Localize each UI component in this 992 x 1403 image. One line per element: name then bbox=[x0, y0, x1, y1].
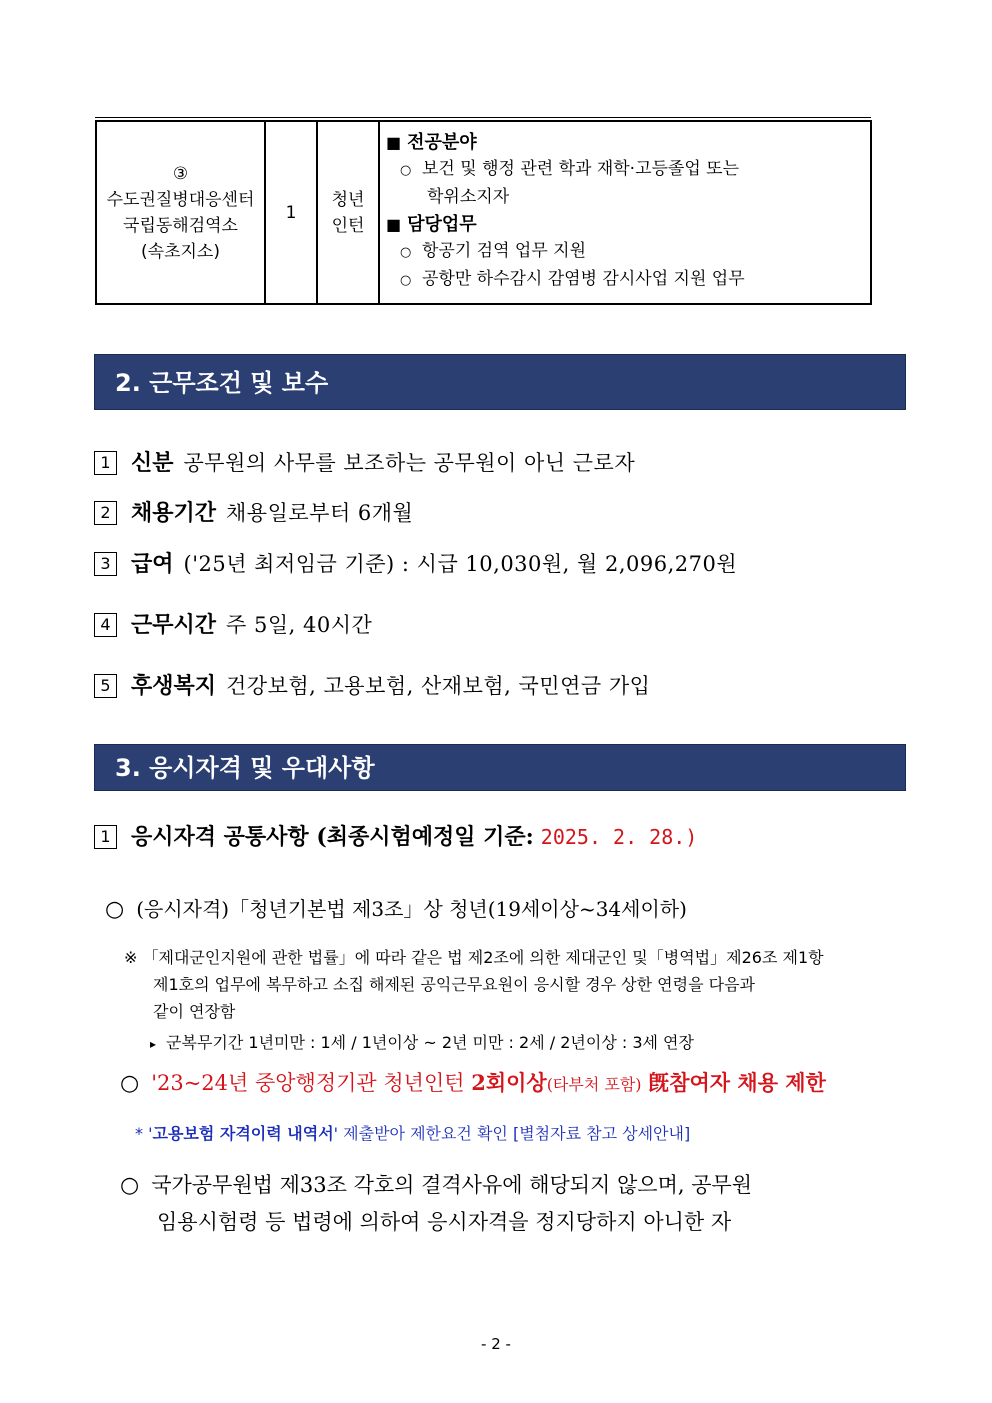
note-mark: ※ bbox=[124, 948, 138, 967]
detail-cell bbox=[379, 121, 871, 304]
circle-bullet-icon: ○ bbox=[400, 273, 412, 288]
insurance-note: * '고용보험 자격이력 내역서' 제출받아 제한요건 확인 [별첨자료 참고 상세안내] bbox=[135, 1124, 691, 1143]
major-header: ■ 전공분야 bbox=[386, 130, 864, 156]
number-box: 1 bbox=[94, 825, 117, 849]
square-icon: ■ bbox=[386, 215, 402, 234]
page-number: - 2 - bbox=[481, 1335, 511, 1353]
section-2-header: 2. 근무조건 및 보수 bbox=[94, 354, 906, 410]
age-note: ※ 「제대군인지원에 관한 법률」에 따라 같은 법 제2조에 의한 제대군인 및「병역법」제26조 제1항 제1호의 업무에 복무하고 소집 해제된 공익근무요원이 응시할 경우 상한 연령을 다음과 같이 연장함 bbox=[124, 948, 824, 1021]
circle-bullet-icon: ○ bbox=[120, 1173, 140, 1198]
disqualification-line: ○ 국가공무원법 제33조 각호의 결격사유에 해당되지 않으며, 공무원 임용시험령 등 법령에 의하여 응시자격을 정지당하지 아니한 자 bbox=[120, 1167, 910, 1240]
number-box: 5 bbox=[94, 674, 117, 698]
type-cell bbox=[317, 121, 379, 304]
military-extension: ▸ 군복무기간 1년미만 : 1세 / 1년이상 ~ 2년 미만 : 2세 / 2년이상 : 3세 연장 bbox=[150, 1033, 694, 1052]
qualification-line: ○ (응시자격)「청년기본법 제3조」상 청년(19세이상~34세이하) bbox=[105, 897, 687, 922]
count-cell: 1 bbox=[265, 121, 317, 304]
org-line: (속초지소) bbox=[141, 241, 220, 262]
org-line: 수도권질병대응센터 bbox=[106, 189, 255, 210]
section-3-header: 3. 응시자격 및 우대사항 bbox=[94, 744, 906, 791]
square-icon: ■ bbox=[386, 133, 402, 152]
list-item-cont: 학위소지자 bbox=[427, 187, 510, 207]
condition-item: 4 근무시간 주 5일, 40시간 bbox=[94, 608, 372, 639]
condition-item: 5 후생복지 건강보험, 고용보험, 산재보험, 국민연금 가입 bbox=[94, 669, 650, 700]
type-line: 인턴 bbox=[331, 215, 365, 236]
top-rule bbox=[95, 117, 871, 118]
circle-bullet-icon: ○ bbox=[400, 245, 412, 260]
list-item: ○ 보건 및 행정 관련 학과 재학·고등졸업 또는 bbox=[386, 156, 864, 184]
condition-item: 3 급여 ('25년 최저임금 기준) : 시급 10,030원, 월 2,096,270원 bbox=[94, 547, 737, 578]
triangle-bullet-icon: ▸ bbox=[150, 1037, 157, 1051]
org-line: 국립동해검역소 bbox=[123, 215, 238, 236]
number-box: 2 bbox=[94, 501, 117, 525]
number-box: 4 bbox=[94, 613, 117, 637]
restriction-line: ○ '23~24년 중앙행정기관 청년인턴 2회이상(타부처 포함) 旣참여자 채용 제한 bbox=[120, 1070, 826, 1096]
list-item: ○ 공항만 하수감시 감염병 감시사업 지원 업무 bbox=[386, 266, 864, 294]
list-item: ○ 항공기 검역 업무 지원 bbox=[386, 238, 864, 266]
circle-bullet-icon: ○ bbox=[105, 897, 125, 922]
duty-header: ■ 담당업무 bbox=[386, 212, 864, 238]
condition-item: 1 신분 공무원의 사무를 보조하는 공무원이 아닌 근로자 bbox=[94, 446, 635, 477]
org-cell bbox=[96, 121, 265, 304]
number-box: 1 bbox=[94, 451, 117, 475]
table-row bbox=[96, 121, 871, 304]
org-number: ③ bbox=[172, 163, 189, 184]
number-box: 3 bbox=[94, 552, 117, 576]
circle-bullet-icon: ○ bbox=[120, 1071, 140, 1096]
condition-item: 2 채용기간 채용일로부터 6개월 bbox=[94, 496, 413, 527]
position-table bbox=[95, 120, 872, 305]
type-line: 청년 bbox=[331, 189, 365, 210]
common-qual-heading: 1 응시자격 공통사항 (최종시험예정일 기준: 2025. 2. 28.) bbox=[94, 820, 697, 851]
circle-bullet-icon: ○ bbox=[400, 163, 412, 178]
